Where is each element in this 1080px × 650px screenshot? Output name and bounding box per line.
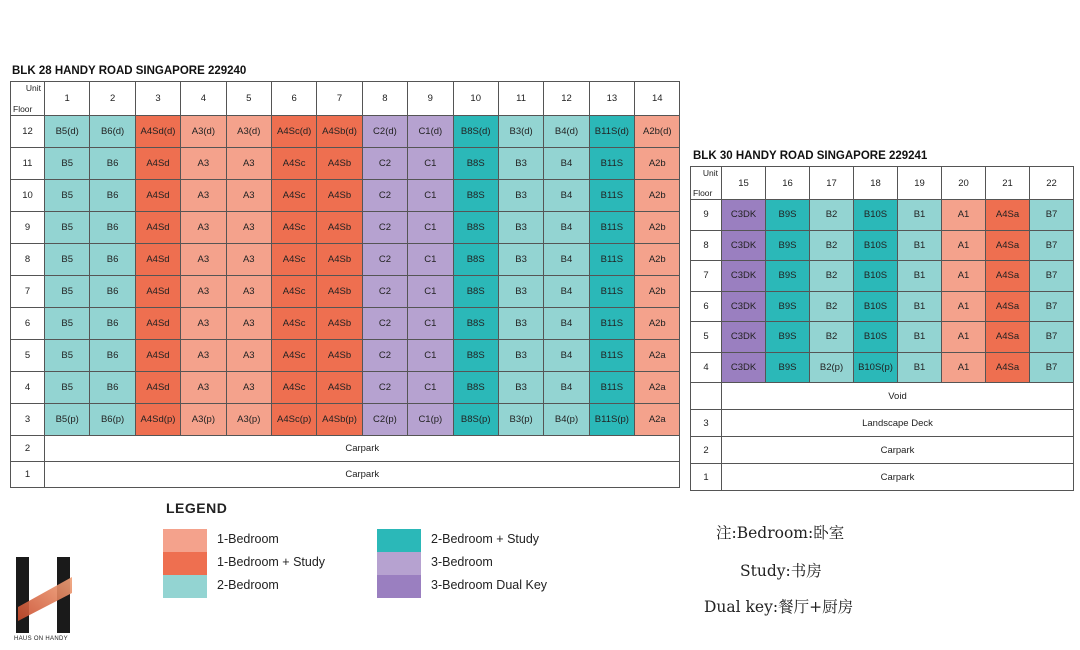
unit-type-cell: A4Sa <box>986 200 1030 231</box>
unit-type-cell: A3 <box>181 212 226 244</box>
unit-type-cell: C1 <box>408 372 453 404</box>
unit-type-cell: B3 <box>498 212 543 244</box>
unit-type-cell: C1 <box>408 212 453 244</box>
unit-type-cell: A2b(d) <box>635 116 680 148</box>
unit-type-cell: B7 <box>1030 261 1074 292</box>
unit-type-cell: C2 <box>362 244 407 276</box>
unit-type-cell: A4Sd <box>135 244 180 276</box>
unit-type-cell: C3DK <box>722 322 766 353</box>
blk30-floor-plan-table <box>690 166 1074 491</box>
unit-type-cell: A3 <box>226 340 271 372</box>
unit-type-cell: B1 <box>898 291 942 322</box>
blk28-header-row <box>11 82 680 116</box>
unit-type-cell: B4 <box>544 244 589 276</box>
unit-type-cell: B8S <box>453 340 498 372</box>
floor-number <box>691 383 722 410</box>
legend-label: 1-Bedroom <box>217 532 279 546</box>
unit-type-cell: A3 <box>181 244 226 276</box>
unit-number-header: 20 <box>942 167 986 200</box>
unit-type-cell: B10S <box>854 291 898 322</box>
unit-type-cell: B9S <box>766 322 810 353</box>
unit-type-cell: A1 <box>942 261 986 292</box>
unit-type-cell: A1 <box>942 230 986 261</box>
unit-type-cell: B7 <box>1030 291 1074 322</box>
floor-number: 7 <box>11 276 45 308</box>
unit-type-cell: A3(d) <box>226 116 271 148</box>
unit-type-cell: B11S <box>589 372 634 404</box>
unit-number-header: 7 <box>317 82 362 116</box>
unit-type-cell: B6 <box>90 372 135 404</box>
logo-wordmark: HAUS ON HANDY <box>14 636 68 642</box>
floor-row <box>691 200 1074 231</box>
legend-swatch <box>163 529 207 552</box>
unit-type-cell: A4Sa <box>986 322 1030 353</box>
unit-type-cell: A3(p) <box>226 404 271 436</box>
unit-type-cell: A2a <box>635 372 680 404</box>
floor-number: 11 <box>11 148 45 180</box>
unit-type-cell: A3(p) <box>181 404 226 436</box>
unit-type-cell: B5 <box>45 276 90 308</box>
unit-type-cell: B4(p) <box>544 404 589 436</box>
unit-type-cell: C2 <box>362 180 407 212</box>
facility-label: Carpark <box>722 437 1074 464</box>
unit-type-cell: B6 <box>90 148 135 180</box>
facility-label: Carpark <box>722 464 1074 491</box>
unit-number-header: 16 <box>766 167 810 200</box>
unit-type-cell: B11S <box>589 148 634 180</box>
unit-type-cell: B5(d) <box>45 116 90 148</box>
unit-type-cell: A4Sa <box>986 291 1030 322</box>
unit-type-cell: A3 <box>181 276 226 308</box>
unit-type-cell: B5 <box>45 340 90 372</box>
unit-type-cell: C2 <box>362 372 407 404</box>
unit-type-cell: A4Sc(d) <box>271 116 316 148</box>
floor-row <box>11 244 680 276</box>
legend-swatch <box>377 575 421 598</box>
unit-type-cell: B2 <box>810 291 854 322</box>
facility-label: Carpark <box>45 436 680 462</box>
unit-type-cell: B3 <box>498 180 543 212</box>
unit-axis-label: Unit <box>702 168 718 178</box>
unit-type-cell: B1 <box>898 352 942 383</box>
blk30-header-row <box>691 167 1074 200</box>
unit-number-header: 18 <box>854 167 898 200</box>
unit-number-header: 22 <box>1030 167 1074 200</box>
unit-type-cell: C1 <box>408 180 453 212</box>
unit-type-cell: B8S <box>453 180 498 212</box>
unit-type-cell: A4Sd <box>135 372 180 404</box>
unit-type-cell: A4Sd <box>135 308 180 340</box>
unit-type-cell: B10S <box>854 200 898 231</box>
unit-type-cell: B11S(d) <box>589 116 634 148</box>
unit-type-cell: A4Sd(d) <box>135 116 180 148</box>
unit-type-cell: B4 <box>544 148 589 180</box>
floor-axis-label: Floor <box>13 104 33 114</box>
unit-type-cell: B8S <box>453 372 498 404</box>
unit-type-cell: C2 <box>362 276 407 308</box>
unit-type-cell: B2 <box>810 230 854 261</box>
unit-type-cell: A3 <box>226 180 271 212</box>
unit-type-cell: B5 <box>45 244 90 276</box>
unit-type-cell: A4Sb <box>317 372 362 404</box>
unit-type-cell: B10S <box>854 261 898 292</box>
unit-type-cell: B8S <box>453 244 498 276</box>
unit-type-cell: A2b <box>635 276 680 308</box>
unit-type-cell: B6(d) <box>90 116 135 148</box>
legend-swatch <box>377 529 421 552</box>
floor-row-wide <box>691 410 1074 437</box>
unit-type-cell: B6 <box>90 180 135 212</box>
unit-type-cell: B11S <box>589 276 634 308</box>
unit-type-cell: B1 <box>898 261 942 292</box>
unit-number-header: 9 <box>408 82 453 116</box>
unit-type-cell: B5 <box>45 372 90 404</box>
unit-type-cell: A1 <box>942 322 986 353</box>
unit-type-cell: B7 <box>1030 230 1074 261</box>
unit-type-cell: C1 <box>408 276 453 308</box>
floor-row-wide <box>691 383 1074 410</box>
note-dual-key: Dual key:餐厅+厨房 <box>704 598 854 616</box>
unit-type-cell: A2b <box>635 212 680 244</box>
unit-number-header: 6 <box>271 82 316 116</box>
unit-type-cell: B3 <box>498 244 543 276</box>
unit-type-cell: C2 <box>362 340 407 372</box>
unit-type-cell: B3 <box>498 276 543 308</box>
floor-number: 4 <box>691 352 722 383</box>
floor-number: 2 <box>691 437 722 464</box>
floor-row <box>11 308 680 340</box>
unit-type-cell: B8S <box>453 212 498 244</box>
floor-row <box>691 322 1074 353</box>
unit-type-cell: B7 <box>1030 200 1074 231</box>
unit-type-cell: B8S <box>453 308 498 340</box>
unit-type-cell: B9S <box>766 200 810 231</box>
unit-type-cell: A4Sb <box>317 308 362 340</box>
unit-type-cell: B6 <box>90 340 135 372</box>
unit-type-cell: B4(d) <box>544 116 589 148</box>
unit-type-cell: B9S <box>766 291 810 322</box>
unit-type-cell: B6 <box>90 308 135 340</box>
unit-type-cell: B5 <box>45 212 90 244</box>
floor-number: 1 <box>11 462 45 488</box>
floor-row <box>11 116 680 148</box>
floor-number: 3 <box>11 404 45 436</box>
unit-type-cell: A4Sd <box>135 340 180 372</box>
unit-type-cell: B11S <box>589 308 634 340</box>
floor-number: 8 <box>691 230 722 261</box>
unit-type-cell: B10S(p) <box>854 352 898 383</box>
unit-type-cell: B11S <box>589 340 634 372</box>
unit-type-cell: C1 <box>408 244 453 276</box>
unit-type-cell: A3 <box>181 340 226 372</box>
unit-type-cell: C1(p) <box>408 404 453 436</box>
unit-type-cell: C2 <box>362 308 407 340</box>
unit-type-cell: A4Sb <box>317 340 362 372</box>
legend-swatch <box>163 575 207 598</box>
legend-swatch <box>377 552 421 575</box>
unit-type-cell: B4 <box>544 276 589 308</box>
floor-number: 12 <box>11 116 45 148</box>
unit-type-cell: B8S(d) <box>453 116 498 148</box>
haus-on-handy-logo-icon <box>14 555 74 635</box>
unit-number-header: 1 <box>45 82 90 116</box>
unit-type-cell: A4Sc <box>271 308 316 340</box>
unit-type-cell: A4Sc(p) <box>271 404 316 436</box>
unit-type-cell: A3 <box>181 372 226 404</box>
unit-type-cell: A4Sb <box>317 212 362 244</box>
unit-type-cell: A3 <box>226 148 271 180</box>
unit-type-cell: B3 <box>498 308 543 340</box>
unit-type-cell: A4Sd <box>135 180 180 212</box>
unit-type-cell: B9S <box>766 352 810 383</box>
unit-type-cell: A3 <box>226 372 271 404</box>
unit-type-cell: B4 <box>544 212 589 244</box>
unit-type-cell: B2(p) <box>810 352 854 383</box>
unit-type-cell: A3 <box>181 180 226 212</box>
unit-type-cell: B11S <box>589 244 634 276</box>
floor-number: 10 <box>11 180 45 212</box>
unit-type-cell: B9S <box>766 230 810 261</box>
unit-number-header: 12 <box>544 82 589 116</box>
floor-axis-label: Floor <box>693 188 713 198</box>
unit-type-cell: B4 <box>544 340 589 372</box>
unit-type-cell: C1 <box>408 340 453 372</box>
unit-type-cell: B7 <box>1030 352 1074 383</box>
floor-number: 9 <box>691 200 722 231</box>
floor-row <box>11 372 680 404</box>
floor-number: 4 <box>11 372 45 404</box>
unit-type-cell: B3 <box>498 372 543 404</box>
unit-type-cell: B8S(p) <box>453 404 498 436</box>
floor-row <box>691 291 1074 322</box>
unit-number-header: 14 <box>635 82 680 116</box>
unit-type-cell: A1 <box>942 291 986 322</box>
unit-type-cell: A4Sd <box>135 212 180 244</box>
floor-number: 1 <box>691 464 722 491</box>
unit-type-cell: B8S <box>453 276 498 308</box>
unit-type-cell: B11S(p) <box>589 404 634 436</box>
unit-type-cell: B8S <box>453 148 498 180</box>
unit-type-cell: A2b <box>635 180 680 212</box>
unit-type-cell: B3 <box>498 148 543 180</box>
unit-number-header: 11 <box>498 82 543 116</box>
unit-type-cell: B6 <box>90 212 135 244</box>
floor-row <box>11 212 680 244</box>
unit-type-cell: B10S <box>854 230 898 261</box>
unit-type-cell: C3DK <box>722 230 766 261</box>
blk30-unit-floor-corner <box>691 167 722 200</box>
unit-type-cell: C2(p) <box>362 404 407 436</box>
unit-type-cell: A4Sd(p) <box>135 404 180 436</box>
unit-type-cell: B3 <box>498 340 543 372</box>
unit-number-header: 8 <box>362 82 407 116</box>
unit-type-cell: B2 <box>810 322 854 353</box>
floor-row <box>11 148 680 180</box>
unit-type-cell: B6 <box>90 244 135 276</box>
unit-type-cell: A2b <box>635 148 680 180</box>
note-bedroom: 注:Bedroom:卧室 <box>716 524 845 542</box>
floor-number: 2 <box>11 436 45 462</box>
unit-type-cell: A4Sc <box>271 372 316 404</box>
unit-number-header: 13 <box>589 82 634 116</box>
unit-number-header: 19 <box>898 167 942 200</box>
floor-row <box>11 180 680 212</box>
floor-row-wide <box>11 462 680 488</box>
unit-type-cell: B11S <box>589 180 634 212</box>
unit-type-cell: A3(d) <box>181 116 226 148</box>
unit-type-cell: A3 <box>226 276 271 308</box>
unit-type-cell: A1 <box>942 200 986 231</box>
unit-type-cell: B2 <box>810 261 854 292</box>
floor-number: 9 <box>11 212 45 244</box>
blk30-title: BLK 30 HANDY ROAD SINGAPORE 229241 <box>693 150 928 162</box>
unit-type-cell: B6(p) <box>90 404 135 436</box>
floor-number: 6 <box>691 291 722 322</box>
floor-number: 5 <box>11 340 45 372</box>
unit-type-cell: B1 <box>898 200 942 231</box>
blk28-unit-floor-corner <box>11 82 45 116</box>
unit-type-cell: C2 <box>362 212 407 244</box>
unit-type-cell: B11S <box>589 212 634 244</box>
unit-type-cell: B9S <box>766 261 810 292</box>
floor-row <box>691 261 1074 292</box>
unit-type-cell: A4Sc <box>271 212 316 244</box>
unit-type-cell: B5 <box>45 148 90 180</box>
unit-number-header: 15 <box>722 167 766 200</box>
floor-number: 7 <box>691 261 722 292</box>
unit-type-cell: A4Sb <box>317 244 362 276</box>
unit-number-header: 5 <box>226 82 271 116</box>
floor-row <box>691 352 1074 383</box>
unit-type-cell: B4 <box>544 180 589 212</box>
unit-type-cell: B7 <box>1030 322 1074 353</box>
unit-number-header: 3 <box>135 82 180 116</box>
unit-number-header: 10 <box>453 82 498 116</box>
note-study: Study:书房 <box>740 562 822 580</box>
floor-row-wide <box>11 436 680 462</box>
unit-type-cell: B1 <box>898 230 942 261</box>
unit-type-cell: A2b <box>635 244 680 276</box>
legend-label: 2-Bedroom + Study <box>431 532 540 546</box>
unit-type-cell: A4Sa <box>986 230 1030 261</box>
unit-type-cell: A4Sb <box>317 148 362 180</box>
unit-type-cell: A2a <box>635 404 680 436</box>
unit-type-cell: B4 <box>544 308 589 340</box>
unit-type-cell: B3(d) <box>498 116 543 148</box>
unit-type-cell: A3 <box>226 308 271 340</box>
unit-type-cell: A4Sa <box>986 261 1030 292</box>
facility-label: Void <box>722 383 1074 410</box>
floor-number: 6 <box>11 308 45 340</box>
unit-number-header: 4 <box>181 82 226 116</box>
floor-number: 5 <box>691 322 722 353</box>
unit-number-header: 17 <box>810 167 854 200</box>
unit-type-cell: A1 <box>942 352 986 383</box>
unit-type-cell: A3 <box>226 212 271 244</box>
floor-row <box>11 340 680 372</box>
floor-row <box>691 230 1074 261</box>
unit-type-cell: B5 <box>45 308 90 340</box>
unit-type-cell: B10S <box>854 322 898 353</box>
unit-type-cell: C3DK <box>722 200 766 231</box>
unit-type-cell: A4Sc <box>271 276 316 308</box>
unit-type-cell: B2 <box>810 200 854 231</box>
facility-label: Landscape Deck <box>722 410 1074 437</box>
unit-type-cell: C1(d) <box>408 116 453 148</box>
unit-type-cell: A3 <box>181 308 226 340</box>
unit-type-cell: B5(p) <box>45 404 90 436</box>
floor-number: 8 <box>11 244 45 276</box>
unit-number-header: 21 <box>986 167 1030 200</box>
unit-type-cell: A4Sd <box>135 276 180 308</box>
facility-label: Carpark <box>45 462 680 488</box>
unit-type-cell: C1 <box>408 308 453 340</box>
unit-type-cell: B4 <box>544 372 589 404</box>
legend-swatch <box>163 552 207 575</box>
unit-type-cell: A4Sc <box>271 244 316 276</box>
floor-row <box>11 276 680 308</box>
unit-type-cell: C1 <box>408 148 453 180</box>
legend-label: 2-Bedroom <box>217 578 279 592</box>
unit-type-cell: A4Sd <box>135 148 180 180</box>
floor-number: 3 <box>691 410 722 437</box>
unit-type-cell: C3DK <box>722 352 766 383</box>
blk28-title: BLK 28 HANDY ROAD SINGAPORE 229240 <box>12 65 247 77</box>
unit-type-cell: B6 <box>90 276 135 308</box>
unit-type-cell: A4Sc <box>271 148 316 180</box>
unit-type-cell: A4Sc <box>271 340 316 372</box>
unit-type-cell: C2(d) <box>362 116 407 148</box>
unit-axis-label: Unit <box>25 83 41 93</box>
unit-type-cell: A2b <box>635 308 680 340</box>
floor-row-wide <box>691 437 1074 464</box>
unit-type-cell: C2 <box>362 148 407 180</box>
legend-label: 3-Bedroom <box>431 555 493 569</box>
floor-row <box>11 404 680 436</box>
unit-type-cell: A2a <box>635 340 680 372</box>
unit-type-cell: A3 <box>226 244 271 276</box>
unit-type-cell: B5 <box>45 180 90 212</box>
unit-type-cell: B1 <box>898 322 942 353</box>
legend-label: 1-Bedroom + Study <box>217 555 326 569</box>
unit-type-cell: A4Sb(d) <box>317 116 362 148</box>
unit-type-cell: B3(p) <box>498 404 543 436</box>
unit-type-cell: A4Sc <box>271 180 316 212</box>
floor-row-wide <box>691 464 1074 491</box>
unit-number-header: 2 <box>90 82 135 116</box>
unit-type-cell: C3DK <box>722 261 766 292</box>
unit-type-cell: A3 <box>181 148 226 180</box>
legend-title: LEGEND <box>166 500 228 516</box>
blk28-floor-plan-table <box>10 81 680 488</box>
legend-label: 3-Bedroom Dual Key <box>431 578 548 592</box>
unit-type-cell: A4Sb <box>317 276 362 308</box>
unit-type-cell: A4Sb <box>317 180 362 212</box>
unit-type-cell: A4Sa <box>986 352 1030 383</box>
unit-type-cell: C3DK <box>722 291 766 322</box>
unit-type-cell: A4Sb(p) <box>317 404 362 436</box>
